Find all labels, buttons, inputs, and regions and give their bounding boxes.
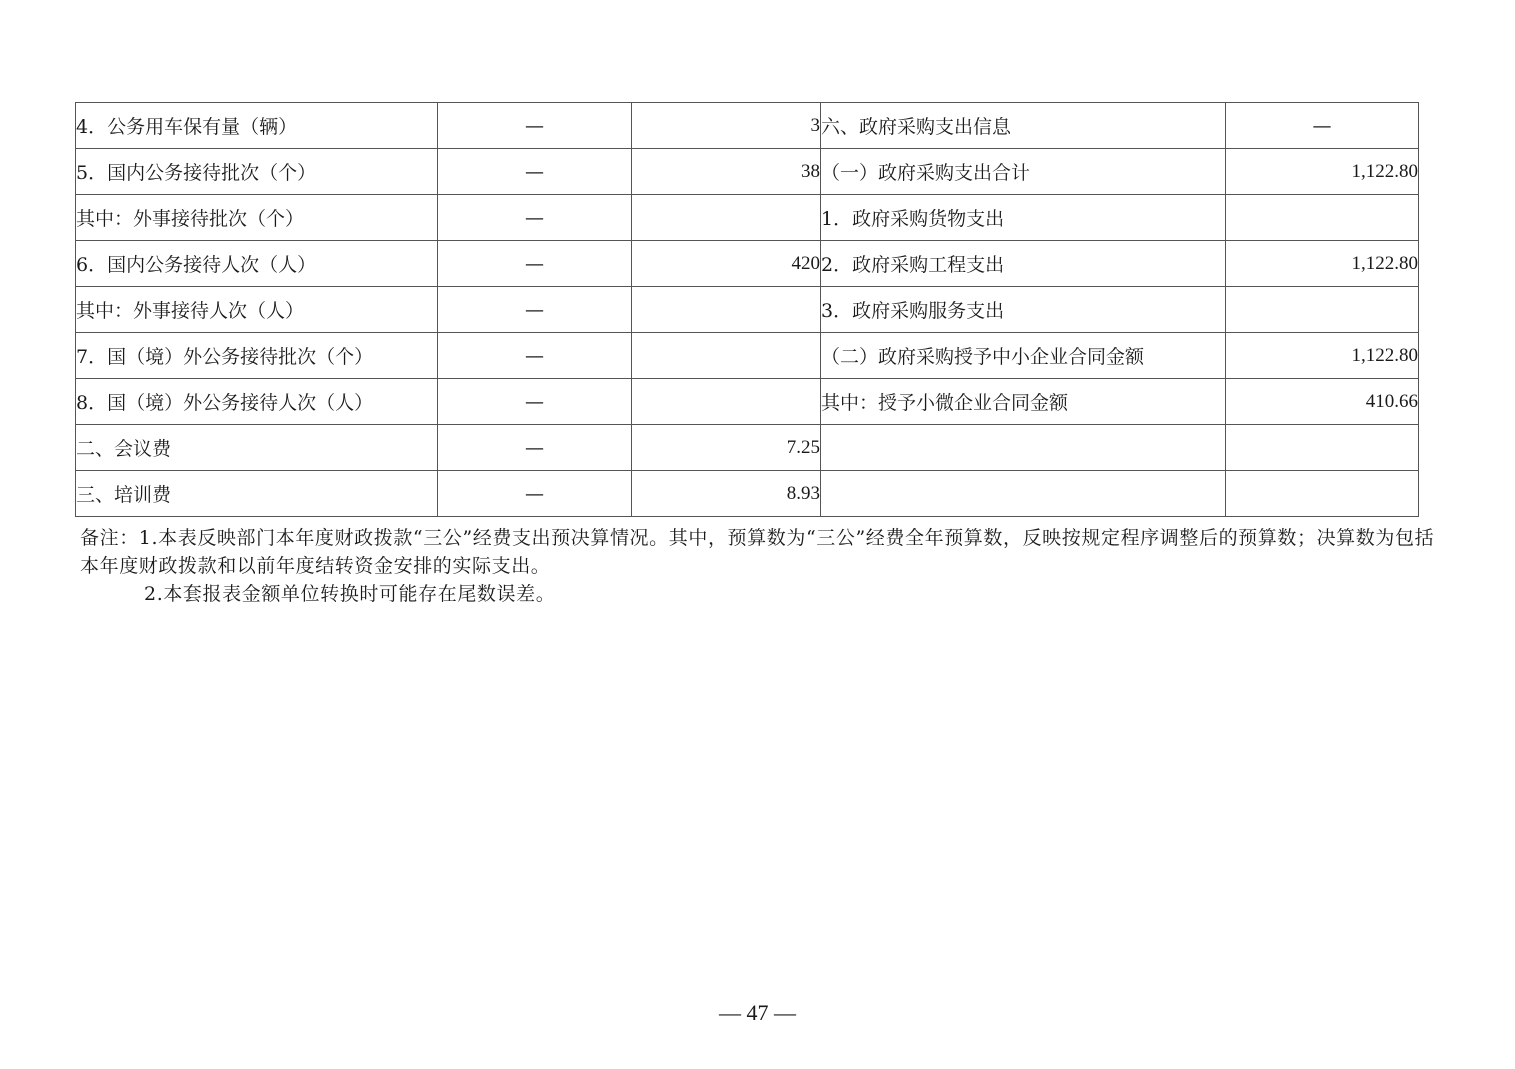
right-label: （一）政府采购支出合计 — [821, 149, 1226, 195]
budget-cell: — — [438, 471, 632, 517]
row-label: 6．国内公务接待人次（人） — [76, 241, 438, 287]
budget-cell: — — [438, 103, 632, 149]
row-label: 其中：外事接待人次（人） — [76, 287, 438, 333]
right-value — [1226, 471, 1419, 517]
budget-cell: — — [438, 287, 632, 333]
row-label: 三、培训费 — [76, 471, 438, 517]
table-row — [76, 103, 1419, 149]
actual-cell: 3 — [632, 103, 821, 149]
right-value — [1226, 287, 1419, 333]
budget-cell: — — [438, 195, 632, 241]
right-value: — — [1226, 103, 1419, 149]
budget-cell: — — [438, 149, 632, 195]
row-label: 其中：外事接待批次（个） — [76, 195, 438, 241]
budget-cell: — — [438, 379, 632, 425]
right-label: 六、政府采购支出信息 — [821, 103, 1226, 149]
actual-cell — [632, 287, 821, 333]
right-value — [1226, 195, 1419, 241]
budget-cell: — — [438, 333, 632, 379]
right-value: 1,122.80 — [1226, 241, 1419, 287]
budget-cell: — — [438, 241, 632, 287]
right-label: 1．政府采购货物支出 — [821, 195, 1226, 241]
right-label — [821, 425, 1226, 471]
table-row — [76, 195, 1419, 241]
right-label: 3．政府采购服务支出 — [821, 287, 1226, 333]
actual-cell: 8.93 — [632, 471, 821, 517]
right-label: 其中：授予小微企业合同金额 — [821, 379, 1226, 425]
actual-cell: 420 — [632, 241, 821, 287]
right-value: 1,122.80 — [1226, 333, 1419, 379]
table-row — [76, 149, 1419, 195]
actual-cell — [632, 195, 821, 241]
table-row — [76, 471, 1419, 517]
table-row — [76, 287, 1419, 333]
actual-cell — [632, 333, 821, 379]
right-label: 2．政府采购工程支出 — [821, 241, 1226, 287]
table-row — [76, 425, 1419, 471]
row-label: 5．国内公务接待批次（个） — [76, 149, 438, 195]
table-row — [76, 333, 1419, 379]
right-label — [821, 471, 1226, 517]
row-label: 4．公务用车保有量（辆） — [76, 103, 438, 149]
right-value: 410.66 — [1226, 379, 1419, 425]
actual-cell: 7.25 — [632, 425, 821, 471]
note-line-1: 备注：1.本表反映部门本年度财政拨款“三公”经费支出预决算情况。其中，预算数为“三公”经费全年预算数，反映按规定程序调整后的预算数；决算数为包括本年度财政拨款和以前年度结转资金安排的实际支出。 — [80, 527, 1435, 577]
table-notes — [80, 524, 1440, 608]
expense-table — [75, 102, 1419, 517]
right-value — [1226, 425, 1419, 471]
note-line-2: 2.本套报表金额单位转换时可能存在尾数误差。 — [144, 583, 556, 605]
page-number: — 47 — — [719, 1000, 796, 1025]
row-label: 二、会议费 — [76, 425, 438, 471]
row-label: 8．国（境）外公务接待人次（人） — [76, 379, 438, 425]
right-value: 1,122.80 — [1226, 149, 1419, 195]
actual-cell — [632, 379, 821, 425]
table-row — [76, 379, 1419, 425]
right-label: （二）政府采购授予中小企业合同金额 — [821, 333, 1226, 379]
row-label: 7．国（境）外公务接待批次（个） — [76, 333, 438, 379]
actual-cell: 38 — [632, 149, 821, 195]
table-row — [76, 241, 1419, 287]
budget-cell: — — [438, 425, 632, 471]
